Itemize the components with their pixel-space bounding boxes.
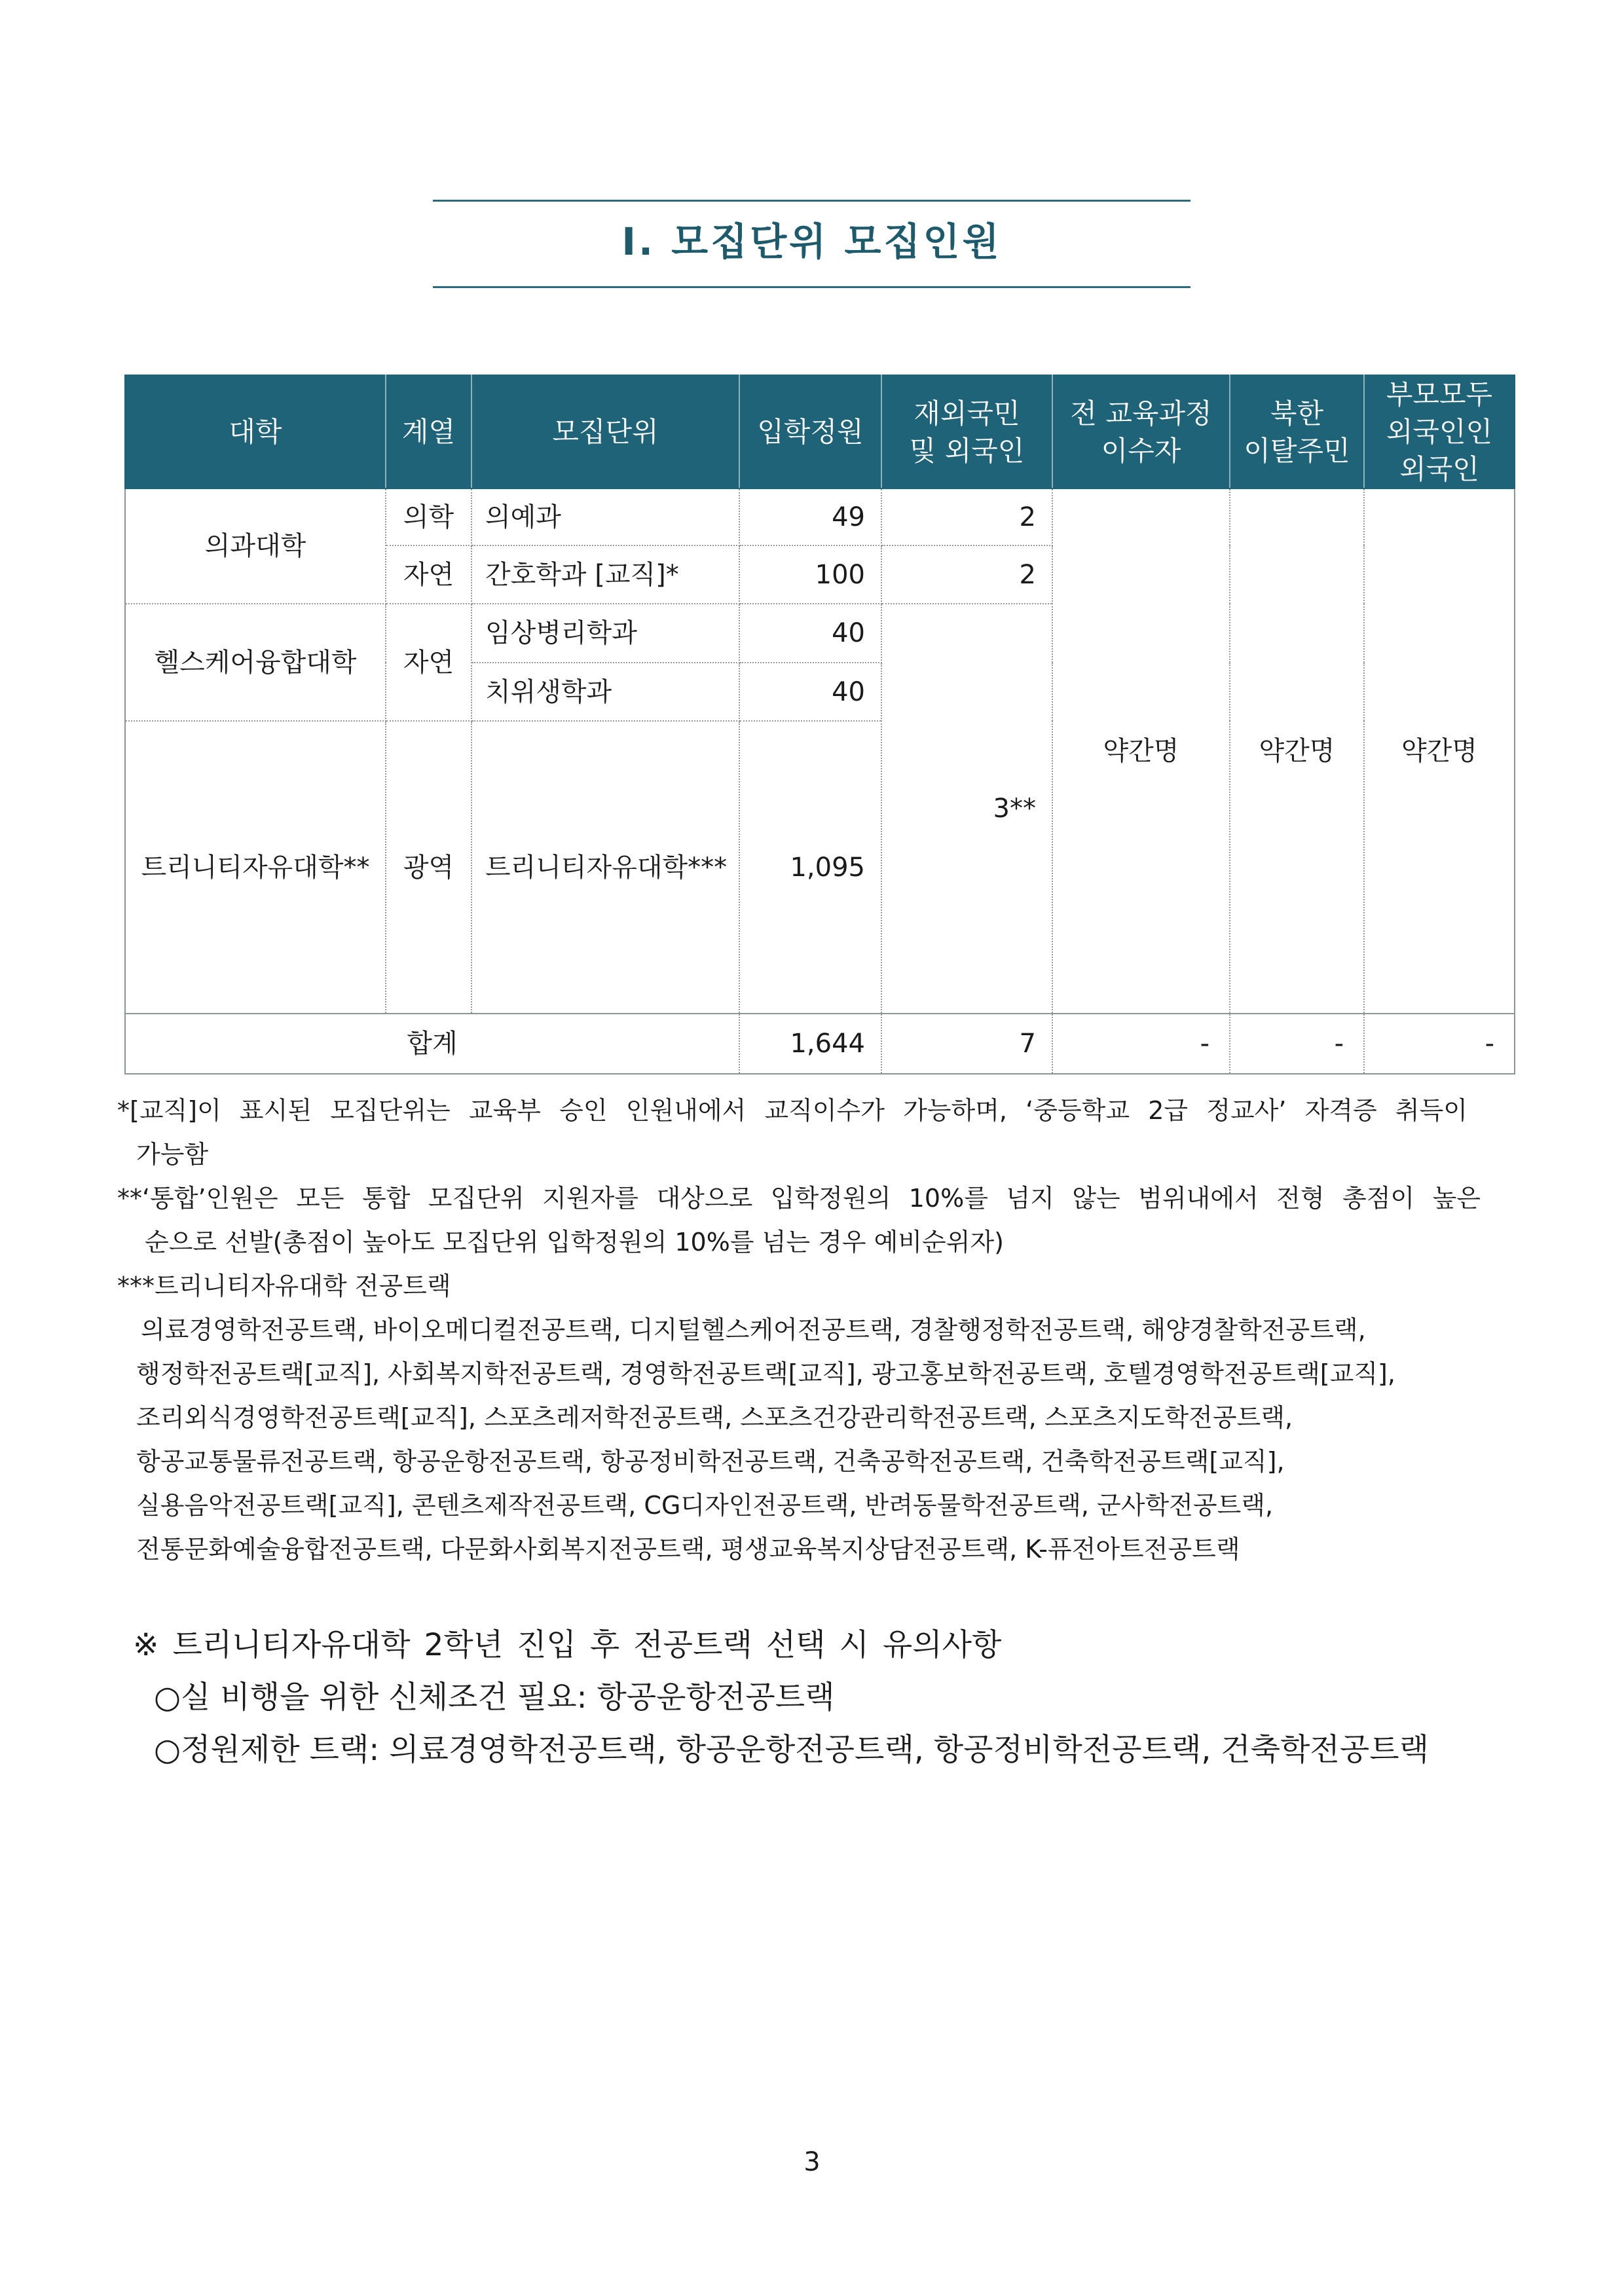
cell-unit: 트리니티자유대학***	[471, 721, 739, 1014]
total-foreign-parents: -	[1364, 1014, 1515, 1074]
title-rule-top	[433, 200, 1190, 202]
total-overseas: 7	[881, 1014, 1052, 1074]
caution-item: ○정원제한 트랙: 의료경영학전공트랙, 항공운항전공트랙, 항공정비학전공트랙, 건축학전공트랙	[154, 1732, 1430, 1768]
header-row	[125, 375, 1515, 488]
note-tracks-line: 행정학전공트랙[교직], 사회복지학전공트랙, 경영학전공트랙[교직], 광고홍보학전공트랙, 호텔경영학전공트랙[교직],	[136, 1359, 1395, 1388]
total-label: 합계	[125, 1014, 739, 1074]
header-north-korean: 북한 이탈주민	[1230, 375, 1364, 488]
header-full-curriculum: 전 교육과정 이수자	[1052, 375, 1230, 488]
note-tracks-heading: ***트리니티자유대학 전공트랙	[117, 1272, 451, 1300]
header-field: 계열	[386, 375, 471, 488]
note-tracks-line: 조리외식경영학전공트랙[교직], 스포츠레저학전공트랙, 스포츠건강관리학전공트랙, 스포츠지도학전공트랙,	[136, 1403, 1293, 1432]
cell-field: 자연	[386, 604, 471, 721]
cell-college-healthcare: 헬스케어융합대학	[125, 604, 386, 721]
cell-unit: 간호학과 [교직]*	[471, 545, 739, 604]
page-title: Ⅰ. 모집단위 모집인원	[621, 219, 1002, 264]
cell-north-korean-merged: 약간명	[1230, 488, 1364, 1014]
note-tracks-line: 실용음악전공트랙[교직], 콘텐츠제작전공트랙, CG디자인전공트랙, 반려동물학전공트랙, 군사학전공트랙,	[136, 1491, 1274, 1520]
cell-overseas-merged: 3**	[881, 604, 1052, 1014]
note-teaching-line: 가능함	[136, 1140, 209, 1169]
header-college: 대학	[125, 375, 386, 488]
cell-quota: 40	[739, 604, 881, 663]
total-full-curriculum: -	[1052, 1014, 1230, 1074]
header-unit: 모집단위	[471, 375, 739, 488]
cell-unit: 임상병리학과	[471, 604, 739, 663]
cell-overseas: 2	[881, 545, 1052, 604]
cell-quota: 100	[739, 545, 881, 604]
page-number: 3	[803, 2147, 821, 2177]
title-rule-bottom	[433, 286, 1190, 288]
header-overseas: 재외국민 및 외국인	[881, 375, 1052, 488]
note-integrated-line: **‘통합’인원은 모든 통합 모집단위 지원자를 대상으로 입학정원의 10%를 넘지 않는 범위내에서 전형 총점이 높은	[117, 1184, 1481, 1213]
note-integrated-line: 순으로 선발(총점이 높아도 모집단위 입학정원의 10%를 넘는 경우 예비순위자)	[145, 1228, 1004, 1257]
total-quota: 1,644	[739, 1014, 881, 1074]
cell-unit: 치위생학과	[471, 663, 739, 721]
cell-field: 의학	[386, 488, 471, 545]
cell-college-medical: 의과대학	[125, 488, 386, 604]
table-row	[125, 488, 1515, 545]
cell-field: 광역	[386, 721, 471, 1014]
total-north-korean: -	[1230, 1014, 1364, 1074]
cell-quota: 1,095	[739, 721, 881, 1014]
caution-section	[0, 1619, 1624, 1776]
total-row	[125, 1014, 1515, 1074]
cell-full-curriculum-merged: 약간명	[1052, 488, 1230, 1014]
header-quota: 입학정원	[739, 375, 881, 488]
caution-item: ○실 비행을 위한 신체조건 필요: 항공운항전공트랙	[154, 1680, 835, 1716]
cell-unit: 의예과	[471, 488, 739, 545]
cell-college-trinity: 트리니티자유대학**	[125, 721, 386, 1014]
note-tracks-line: 항공교통물류전공트랙, 항공운항전공트랙, 항공정비학전공트랙, 건축공학전공트랙, 건축학전공트랙[교직],	[136, 1447, 1285, 1476]
header-foreign-parents: 부모모두 외국인인 외국인	[1364, 375, 1515, 488]
note-tracks-line: 의료경영학전공트랙, 바이오메디컬전공트랙, 디지털헬스케어전공트랙, 경찰행정학전공트랙, 해양경찰학전공트랙,	[141, 1315, 1366, 1344]
note-tracks-line: 전통문화예술융합전공트랙, 다문화사회복지전공트랙, 평생교육복지상담전공트랙, K-퓨전아트전공트랙	[136, 1535, 1240, 1564]
cell-overseas: 2	[881, 488, 1052, 545]
note-teaching-line: *[교직]이 표시된 모집단위는 교육부 승인 인원내에서 교직이수가 가능하며, ‘중등학교 2급 정교사’ 자격증 취득이	[117, 1096, 1467, 1125]
cell-quota: 49	[739, 488, 881, 545]
cell-foreign-parents-merged: 약간명	[1364, 488, 1515, 1014]
caution-heading: ※ 트리니티자유대학 2학년 진입 후 전공트랙 선택 시 유의사항	[133, 1627, 1002, 1663]
admission-quota-table	[124, 375, 1515, 1074]
cell-field: 자연	[386, 545, 471, 604]
cell-quota: 40	[739, 663, 881, 721]
footnotes	[0, 1089, 1624, 1571]
